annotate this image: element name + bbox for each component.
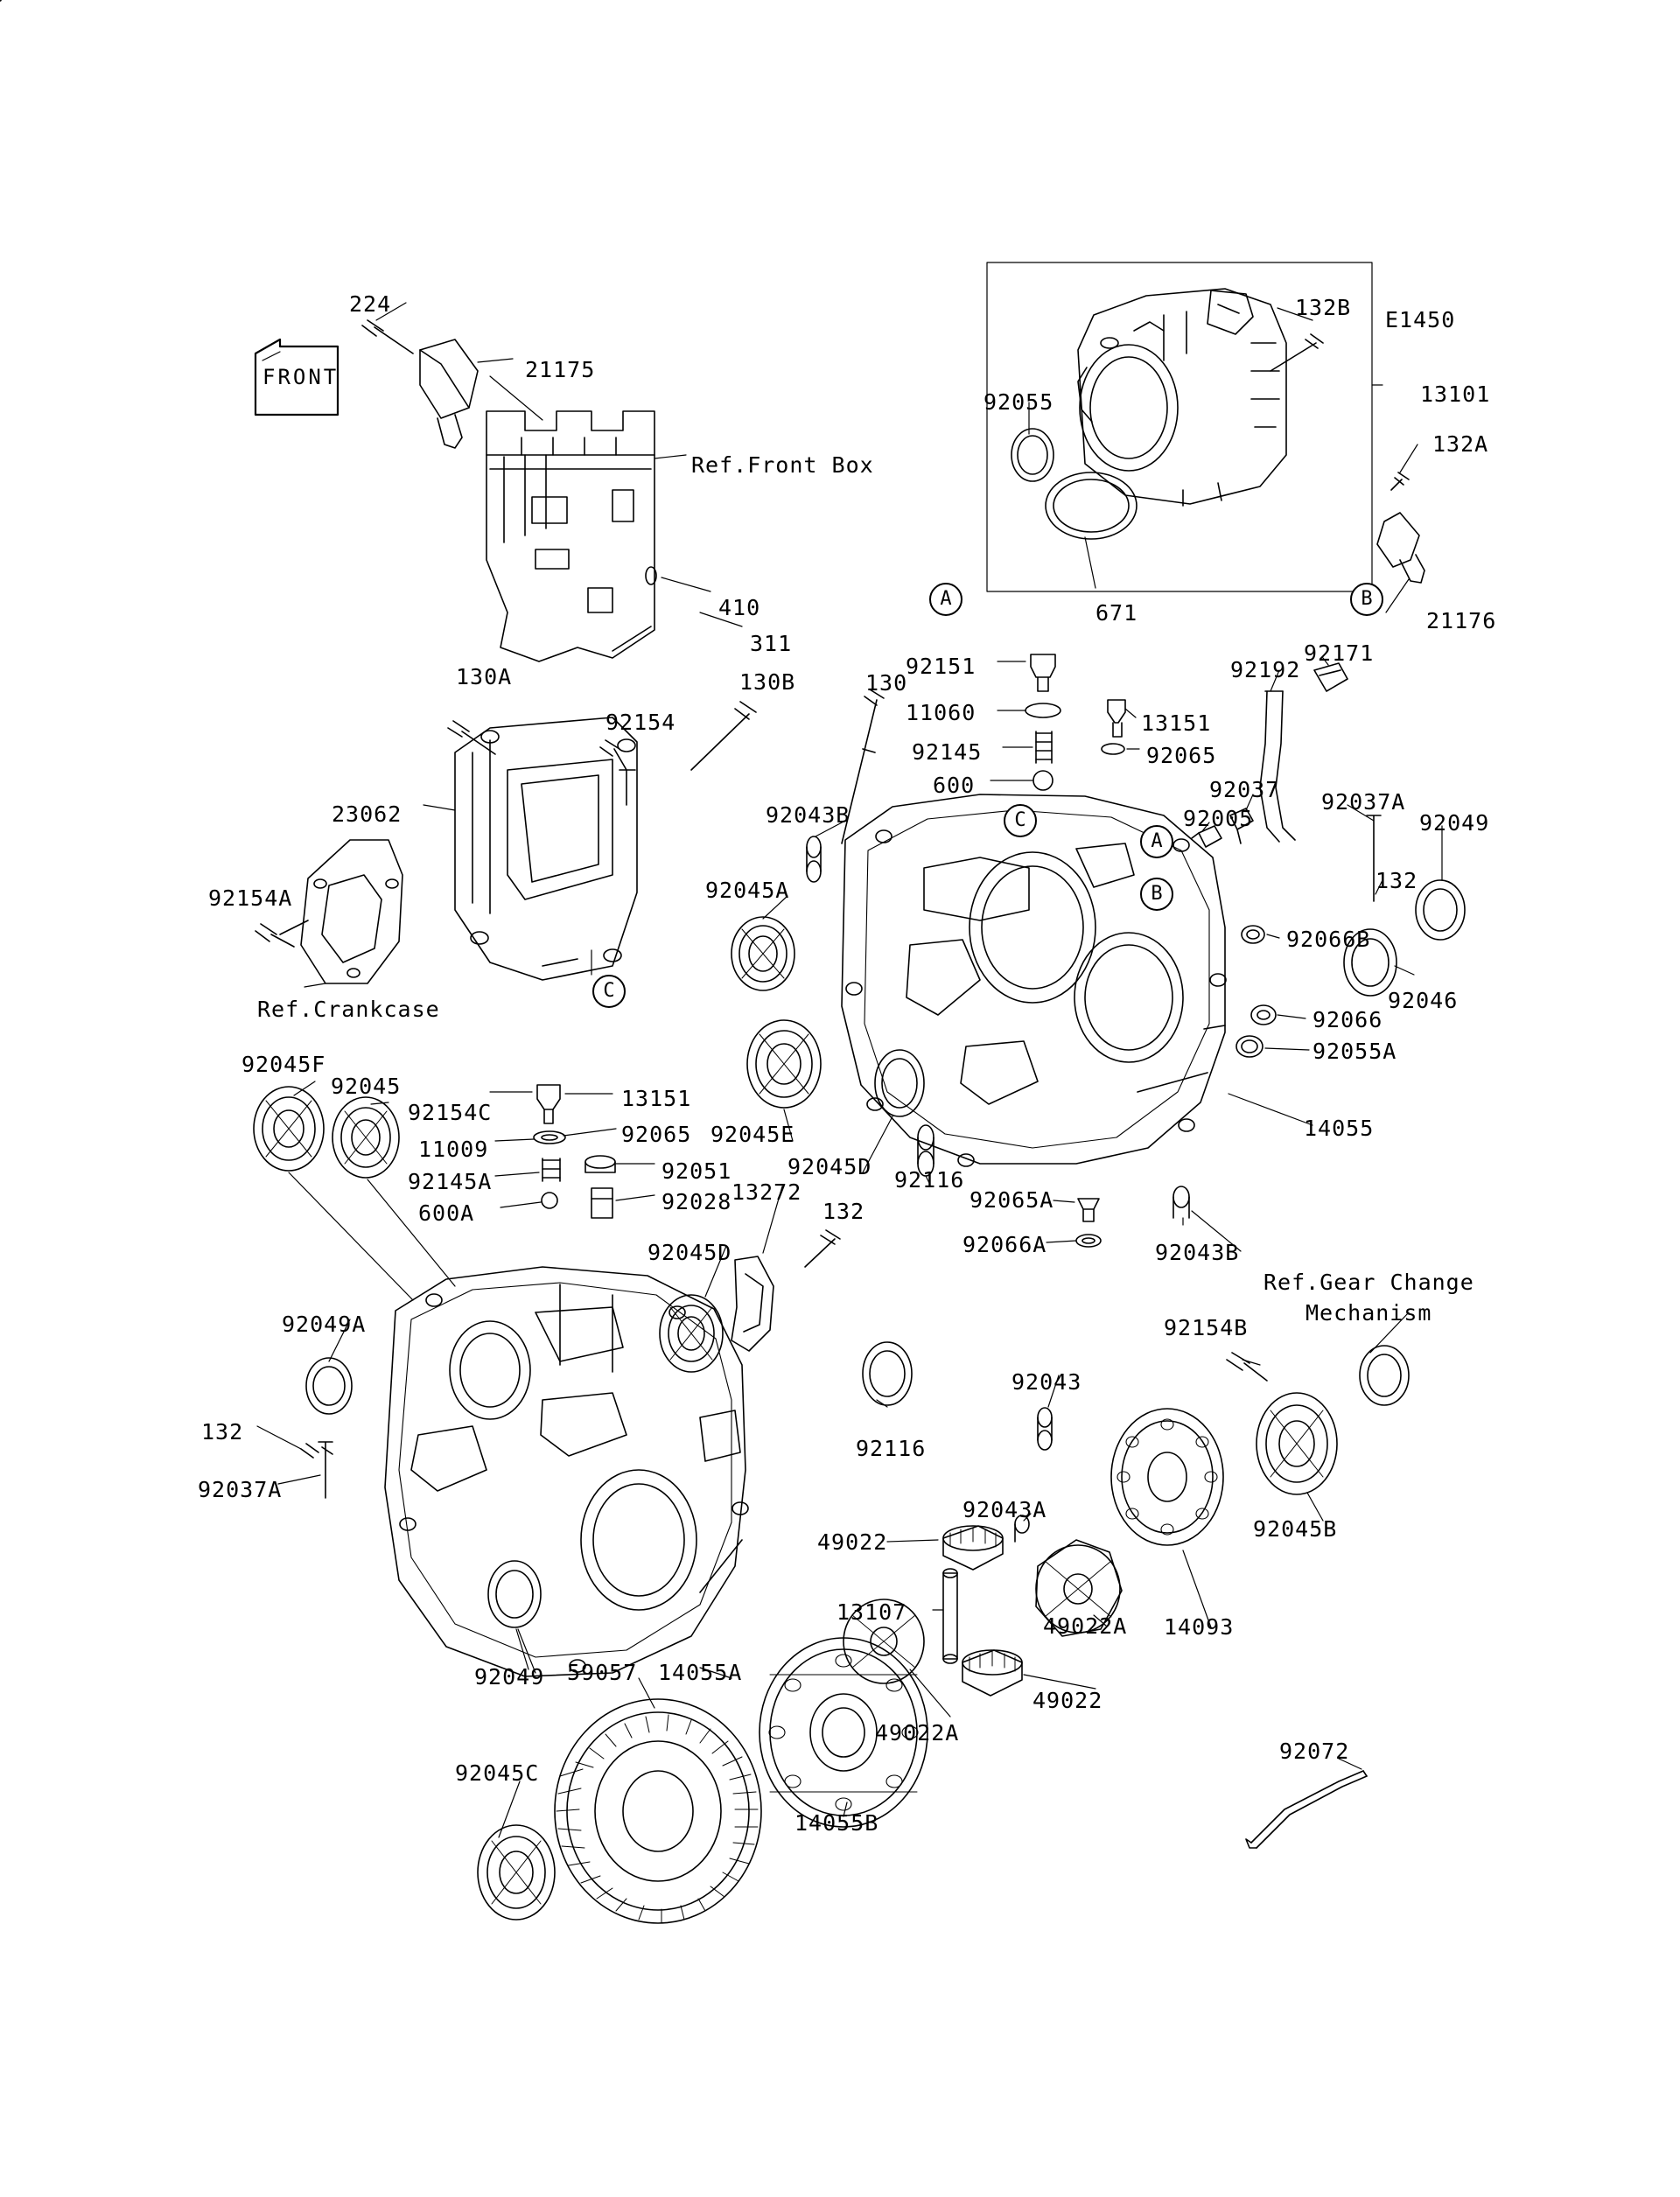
label-92045D-upper: 92045D xyxy=(788,1154,872,1179)
stud-92037A-left xyxy=(318,1442,332,1498)
part-13272 xyxy=(732,1256,774,1351)
bolt-13151-upper xyxy=(1108,700,1125,737)
ball-600A xyxy=(542,1193,557,1208)
label-13151-upper: 13151 xyxy=(1141,710,1212,736)
label-92037A-left: 92037A xyxy=(198,1477,283,1502)
bolt-92154C xyxy=(537,1085,560,1123)
label-92065-upper: 92065 xyxy=(1146,743,1217,768)
oring-92066B xyxy=(1242,926,1264,943)
washer-11060 xyxy=(1026,703,1060,717)
label-49022A-left: 49022A xyxy=(875,1720,960,1746)
crankcase-fragment xyxy=(280,840,402,983)
bolt-132-mid xyxy=(805,1230,840,1267)
bevel-gear-49022-lower xyxy=(962,1650,1022,1696)
seal-92045D-upper xyxy=(875,1050,924,1116)
label-92065A: 92065A xyxy=(970,1187,1054,1213)
label-410: 410 xyxy=(718,595,761,620)
label-92151: 92151 xyxy=(906,654,976,679)
throttle-body-13101 xyxy=(1078,289,1286,506)
seal-92116-lower xyxy=(863,1342,912,1405)
label-92145: 92145 xyxy=(912,739,983,765)
label-92043B-upper: 92043B xyxy=(766,802,850,828)
bolt-224 xyxy=(362,320,413,353)
label-92066A: 92066A xyxy=(962,1232,1047,1257)
label-23062: 23062 xyxy=(332,801,402,827)
label-11060: 11060 xyxy=(906,700,976,725)
label-92046: 92046 xyxy=(1388,988,1459,1013)
label-14055B: 14055B xyxy=(794,1810,879,1836)
label-224: 224 xyxy=(349,291,392,317)
section-marker-A-case: A xyxy=(1140,825,1173,858)
label-92043A: 92043A xyxy=(962,1497,1047,1522)
fastener-92151 xyxy=(1031,654,1055,691)
front-box-housing xyxy=(486,411,656,661)
bearing-92045E xyxy=(747,1020,821,1108)
label-49022-lower: 49022 xyxy=(1032,1688,1103,1713)
bolt-132B xyxy=(1270,334,1323,371)
ring-gear-59057 xyxy=(555,1699,761,1923)
bearing-92045B xyxy=(1256,1393,1337,1494)
label-92116-upper: 92116 xyxy=(894,1167,965,1193)
label-132-right: 132 xyxy=(1376,868,1418,893)
label-130A: 130A xyxy=(456,664,513,689)
label-92037A-right: 92037A xyxy=(1321,789,1406,815)
washer-11009 xyxy=(534,1131,565,1144)
bolt-132A xyxy=(1391,472,1409,490)
bearing-92045C xyxy=(478,1825,555,1920)
bolt-130B xyxy=(691,702,756,770)
label-92045E: 92045E xyxy=(710,1122,795,1147)
label-92049-right: 92049 xyxy=(1419,810,1490,836)
wire-92072 xyxy=(1246,1771,1367,1848)
leader-lines-top xyxy=(376,303,1418,626)
label-E1450: E1450 xyxy=(1385,307,1456,332)
label-92072: 92072 xyxy=(1279,1739,1350,1764)
label-92049A: 92049A xyxy=(282,1312,367,1337)
seal-gearchange xyxy=(1360,1346,1409,1405)
label-132-left: 132 xyxy=(201,1419,244,1445)
label-92043B-lower: 92043B xyxy=(1155,1240,1240,1265)
label-92192: 92192 xyxy=(1230,657,1301,682)
label-14055A: 14055A xyxy=(658,1660,743,1685)
label-21175: 21175 xyxy=(525,357,596,382)
section-marker-C-bracket: C xyxy=(592,975,626,1008)
label-13272: 13272 xyxy=(732,1179,802,1205)
label-13151-lower: 13151 xyxy=(621,1086,692,1111)
label-132A: 132A xyxy=(1432,431,1489,457)
pin-92043B-lower xyxy=(1173,1186,1189,1218)
label-92066B: 92066B xyxy=(1286,927,1371,952)
label-600A: 600A xyxy=(418,1200,475,1226)
seal-92049A xyxy=(306,1358,352,1414)
spring-92145 xyxy=(1036,731,1052,763)
label-671: 671 xyxy=(1096,600,1138,626)
oring-92055A xyxy=(1236,1036,1263,1057)
label-311: 311 xyxy=(750,631,793,656)
bracket-23062 xyxy=(455,717,637,980)
label-92045F: 92045F xyxy=(242,1052,326,1077)
section-marker-B-case: B xyxy=(1140,878,1173,911)
breather-hose-92192 xyxy=(1260,691,1295,842)
label-132B: 132B xyxy=(1295,295,1352,320)
section-marker-C-case: C xyxy=(1004,804,1037,837)
label-132-mid: 132 xyxy=(822,1199,865,1224)
sensor-21175 xyxy=(420,339,478,448)
bolt-92154A xyxy=(256,924,294,947)
spring-92145A xyxy=(542,1158,560,1181)
label-92055: 92055 xyxy=(984,389,1054,415)
label-92055A: 92055A xyxy=(1312,1039,1397,1064)
label-14093: 14093 xyxy=(1164,1614,1235,1640)
pin-92043B-upper xyxy=(807,836,821,882)
bevel-gear-49022-upper xyxy=(943,1526,1003,1570)
washer-92066A xyxy=(1076,1235,1101,1247)
bolt-92154B xyxy=(1227,1353,1267,1381)
label-ref-front-box: Ref.Front Box xyxy=(691,452,874,478)
label-92154A: 92154A xyxy=(208,885,293,911)
label-92154: 92154 xyxy=(606,710,676,735)
label-14055: 14055 xyxy=(1304,1116,1375,1141)
clamp-92171 xyxy=(1314,663,1348,691)
label-92154C: 92154C xyxy=(408,1100,493,1125)
label-92045A: 92045A xyxy=(705,878,790,903)
plug-92051 xyxy=(585,1156,615,1172)
pin-92043 xyxy=(1038,1408,1052,1450)
bearing-92045 xyxy=(332,1097,399,1178)
label-600: 600 xyxy=(933,773,976,798)
plug-92028 xyxy=(592,1188,612,1218)
label-49022A-right: 49022A xyxy=(1043,1613,1128,1639)
seal-92049-left xyxy=(488,1561,541,1627)
label-92145A: 92145A xyxy=(408,1169,493,1194)
washer-92066 xyxy=(1251,1005,1276,1025)
label-92065-lower: 92065 xyxy=(621,1122,692,1147)
leader-lines-bracket xyxy=(304,805,592,987)
label-92171: 92171 xyxy=(1304,640,1375,666)
sensor-21176 xyxy=(1377,513,1424,583)
washer-92065-upper xyxy=(1102,744,1124,754)
label-92005: 92005 xyxy=(1183,806,1254,831)
label-92037: 92037 xyxy=(1209,777,1280,802)
section-marker-A-top: A xyxy=(929,583,962,616)
shaft-13107 xyxy=(943,1569,957,1663)
label-92028: 92028 xyxy=(662,1189,732,1214)
label-11009: 11009 xyxy=(418,1137,489,1162)
hub-14093 xyxy=(1111,1409,1223,1545)
label-92043: 92043 xyxy=(1012,1369,1082,1395)
label-92116-lower: 92116 xyxy=(856,1436,927,1461)
ball-600 xyxy=(1033,771,1053,790)
label-13107: 13107 xyxy=(836,1599,907,1625)
label-92049-left: 92049 xyxy=(474,1664,545,1690)
label-ref-gear-change-2: Mechanism xyxy=(1306,1300,1432,1326)
bolt-92154 xyxy=(600,740,635,805)
label-49022-upper: 49022 xyxy=(817,1529,888,1555)
label-59057: 59057 xyxy=(567,1660,638,1685)
front-marker-text: FRONT xyxy=(262,365,340,389)
label-130B: 130B xyxy=(739,669,796,695)
label-92051: 92051 xyxy=(662,1158,732,1184)
label-130: 130 xyxy=(865,670,908,696)
label-92154B: 92154B xyxy=(1164,1315,1249,1340)
section-marker-B-top: B xyxy=(1350,583,1383,616)
bearing-92045D-lower xyxy=(660,1295,723,1372)
label-13101: 13101 xyxy=(1420,381,1491,407)
label-92066: 92066 xyxy=(1312,1007,1383,1032)
oring-92055 xyxy=(1012,429,1054,481)
bearing-92045A xyxy=(732,917,794,990)
bolt-132-left xyxy=(301,1444,332,1458)
label-92045D-lower: 92045D xyxy=(648,1240,732,1265)
label-92045: 92045 xyxy=(331,1074,402,1099)
label-92045B: 92045B xyxy=(1253,1516,1338,1542)
bolt-92065A xyxy=(1078,1199,1099,1221)
label-ref-gear-change-1: Ref.Gear Change xyxy=(1264,1270,1474,1295)
bolt-130A xyxy=(448,721,495,754)
label-21176: 21176 xyxy=(1426,608,1497,633)
label-92045C: 92045C xyxy=(455,1760,540,1786)
label-ref-crankcase: Ref.Crankcase xyxy=(257,997,440,1022)
transmission-case-left-14055A xyxy=(385,1267,748,1676)
leader-fasteners xyxy=(990,661,1032,780)
gasket-671 xyxy=(1046,472,1137,539)
bearing-92045F xyxy=(254,1087,324,1171)
